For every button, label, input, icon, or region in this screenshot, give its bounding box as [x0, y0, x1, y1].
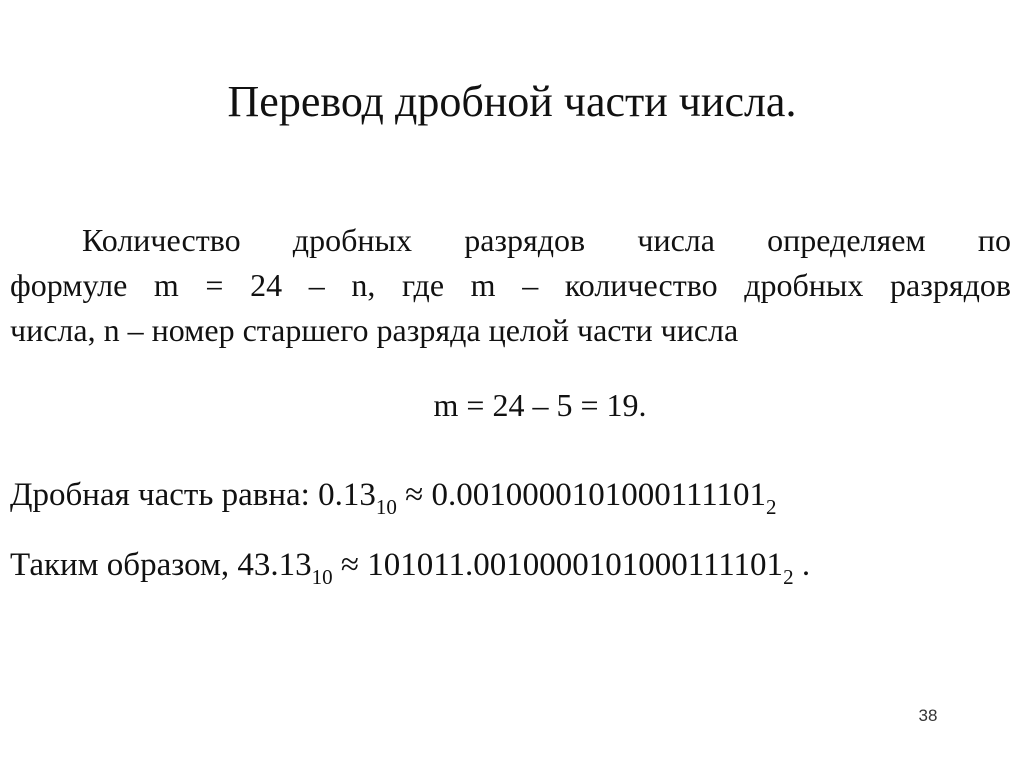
fraction-result-line — [10, 472, 777, 518]
total-result-base-from: 10 — [311, 565, 333, 589]
total-result-prefix: Таким образом, 43.13 — [10, 547, 312, 583]
total-result-base-to: 2 — [783, 565, 794, 589]
paragraph-line-3: числа, n – номер старшего разряда целой части числа — [10, 312, 739, 348]
fraction-result-prefix: Дробная часть равна: 0.13 — [10, 477, 376, 513]
explanation-paragraph — [10, 218, 1011, 353]
slide-title: Перевод дробной части числа. — [227, 77, 797, 126]
paragraph-line-2: формуле m = 24 – n, где m – количество дробных разрядов — [10, 267, 1011, 303]
page-number: 38 — [918, 706, 938, 725]
total-result-binary: ≈ 101011.0010000101000111101 — [332, 547, 784, 583]
total-result-line — [10, 542, 810, 588]
paragraph-line-1: Количество дробных разрядов числа определяем по — [82, 222, 1011, 258]
fraction-result-base-to: 2 — [766, 495, 777, 519]
fraction-result-binary: ≈ 0.0010000101000111101 — [396, 477, 767, 513]
formula-m: m = 24 – 5 = 19. — [433, 387, 647, 423]
fraction-result-base-from: 10 — [375, 495, 397, 519]
total-result-suffix: . — [793, 547, 811, 583]
